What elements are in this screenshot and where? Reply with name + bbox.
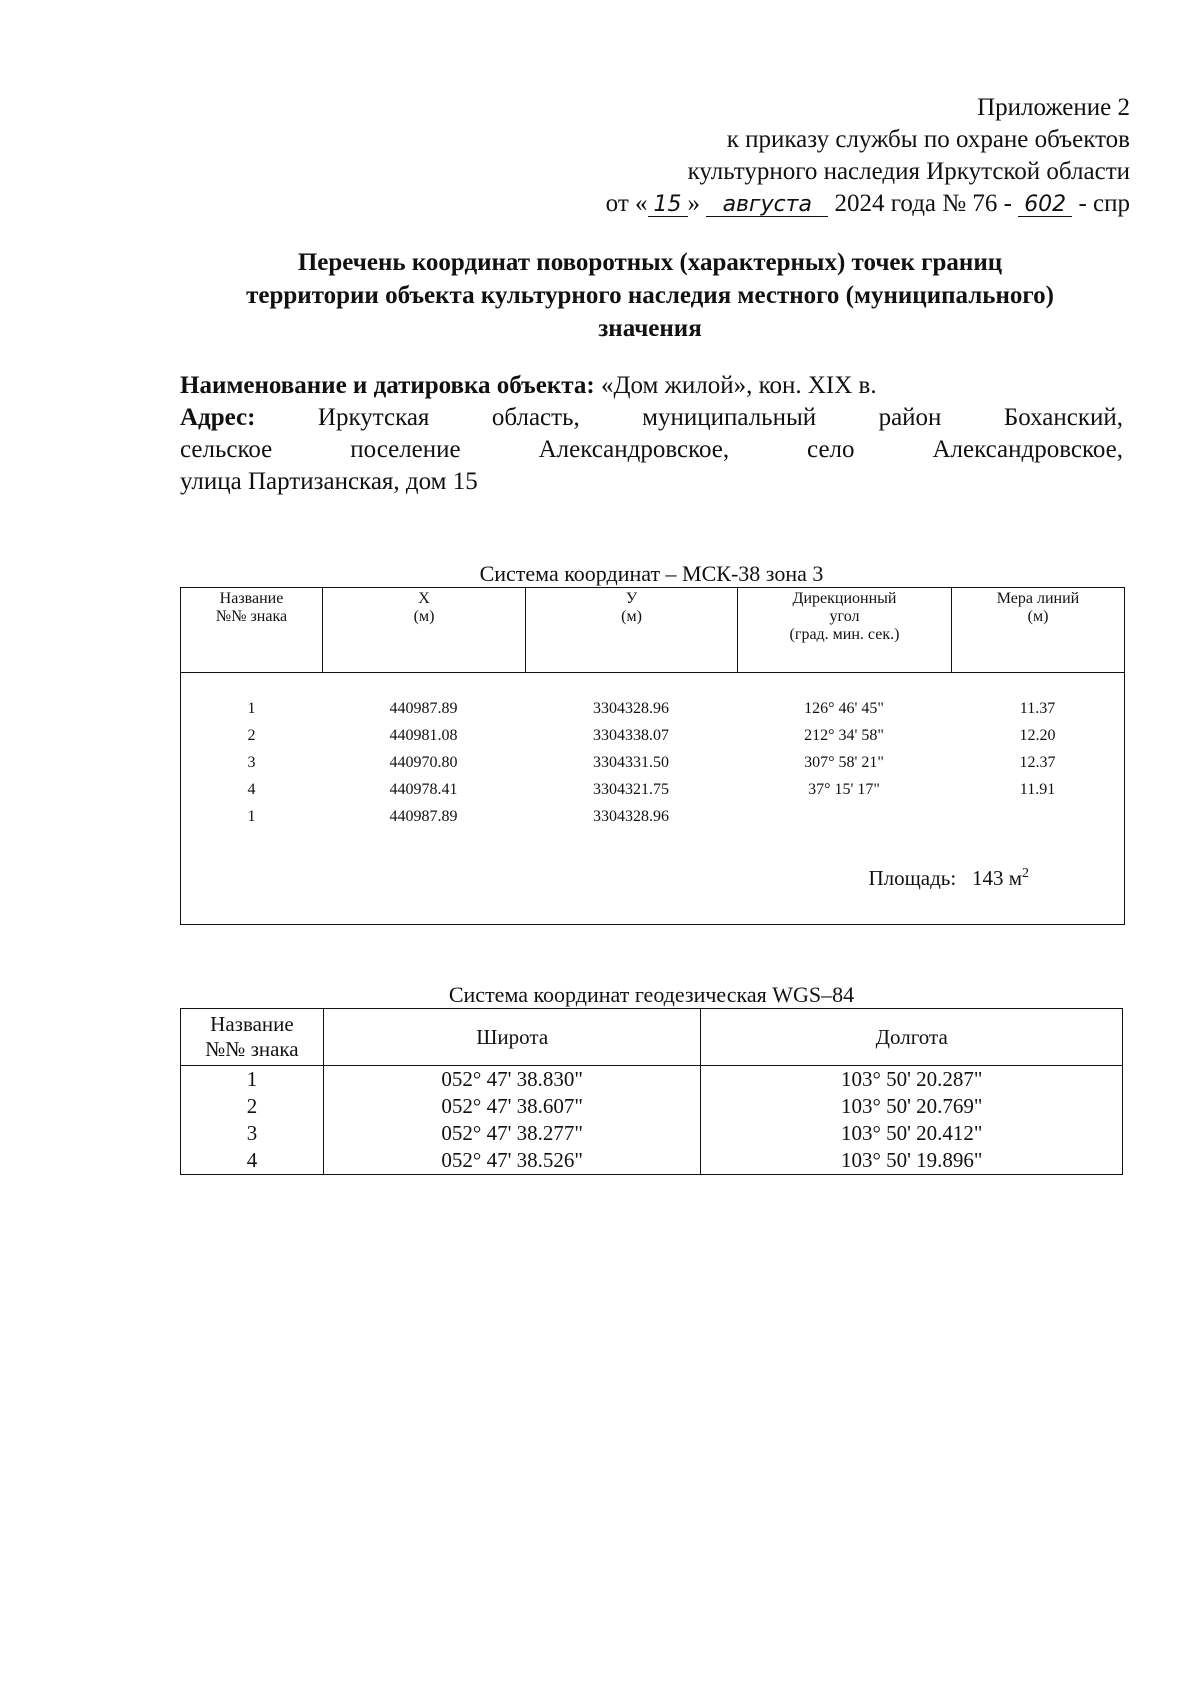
- wgs-table-header: [181, 1009, 1123, 1066]
- msk-cell-y: 3304331.50: [593, 754, 669, 771]
- msk-table-header: [181, 588, 1124, 673]
- table-row: [181, 1120, 1123, 1147]
- wgs-cell-lat: 052° 47' 38.607": [323, 1093, 701, 1120]
- appendix-title: Приложение 2: [977, 94, 1130, 121]
- msk-cell-angle: 126° 46' 45": [804, 700, 884, 717]
- table-row: [181, 700, 1124, 727]
- msk-header-y-line2: (м): [621, 608, 642, 625]
- appendix-date-line: [490, 188, 1130, 220]
- msk-cell-y: 3304321.75: [593, 781, 669, 798]
- table-row: [181, 808, 1124, 835]
- msk-cell-num: 1: [247, 808, 256, 825]
- area-summary: [868, 866, 1029, 891]
- object-name-value: «Дом жилой», кон. XIX в.: [600, 372, 877, 399]
- msk-header-y-line1: У: [625, 590, 638, 607]
- msk-table-body: [181, 700, 1124, 835]
- wgs-header-lat: Широта: [323, 1009, 701, 1066]
- date-prefix: от «: [605, 190, 648, 217]
- object-name-row: [180, 370, 1123, 402]
- msk-header-angle-line2: угол: [829, 608, 860, 625]
- wgs-cell-num: 1: [181, 1066, 324, 1094]
- object-info: [180, 370, 1123, 498]
- msk-cell-x: 440987.89: [389, 700, 458, 717]
- msk-header-length-line2: (м): [1027, 608, 1049, 625]
- wgs-header-name-line2: №№ знака: [205, 1037, 299, 1061]
- wgs-cell-lon: 103° 50' 20.769": [701, 1093, 1123, 1120]
- address-line-3: улица Партизанская, дом 15: [180, 468, 478, 495]
- msk-cell-num: 4: [247, 781, 256, 798]
- wgs-cell-num: 4: [181, 1147, 324, 1175]
- wgs-cell-lat: 052° 47' 38.526": [323, 1147, 701, 1175]
- msk-header-angle-line1: Дирекционный: [792, 590, 897, 607]
- msk-cell-length: 11.91: [1019, 781, 1056, 798]
- wgs-header-name: [181, 1009, 324, 1066]
- order-number-handwritten: 602: [1018, 194, 1072, 217]
- area-unit-exponent: 2: [1022, 866, 1029, 881]
- order-suffix: - спр: [1078, 190, 1130, 217]
- msk-cell-angle: 307° 58' 21": [804, 754, 884, 771]
- msk-cell-y: 3304328.96: [593, 808, 669, 825]
- address-row-1: [180, 402, 1123, 434]
- msk-cell-length: 12.37: [1019, 754, 1056, 771]
- msk-header-angle: [737, 588, 951, 672]
- msk-header-x-line2: (м): [413, 608, 435, 625]
- msk-coordinates-table: [180, 587, 1125, 925]
- msk-header-y: [525, 588, 737, 672]
- wgs-cell-lon: 103° 50' 20.412": [701, 1120, 1123, 1147]
- wgs-coordinates-table: [180, 1008, 1123, 1175]
- msk-header-x: [322, 588, 525, 672]
- appendix-header: [490, 92, 1130, 220]
- msk-cell-angle: 37° 15' 17": [808, 781, 880, 798]
- table-row: [181, 1093, 1123, 1120]
- msk-header-x-line1: X: [418, 590, 430, 607]
- msk-cell-x: 440978.41: [389, 781, 458, 798]
- msk-header-length-line1: Мера линий: [996, 590, 1080, 607]
- msk-cell-y: 3304328.96: [593, 700, 669, 717]
- table-row: [181, 727, 1124, 754]
- msk-table-caption: Система координат – МСК-38 зона 3: [479, 561, 824, 586]
- wgs-cell-lat: 052° 47' 38.277": [323, 1120, 701, 1147]
- table-row: [181, 781, 1124, 808]
- area-value: 143 м: [971, 866, 1022, 890]
- title-line-1: Перечень координат поворотных (характерных) точек границ: [297, 249, 1003, 276]
- date-mid: »: [687, 190, 701, 217]
- wgs-cell-num: 2: [181, 1093, 324, 1120]
- address-label: Адрес:: [180, 404, 256, 431]
- date-month-handwritten: августа: [706, 194, 828, 217]
- wgs-cell-lat: 052° 47' 38.830": [323, 1066, 701, 1094]
- msk-cell-x: 440981.08: [389, 727, 458, 744]
- msk-cell-y: 3304338.07: [593, 727, 669, 744]
- msk-cell-length: 11.37: [1019, 700, 1056, 717]
- title-line-3: значения: [598, 315, 702, 342]
- msk-cell-length: 12.20: [1019, 727, 1056, 744]
- wgs-table-caption: Система координат геодезическая WGS–84: [448, 982, 855, 1007]
- msk-cell-num: 3: [247, 754, 256, 771]
- object-name-label: Наименование и датировка объекта:: [180, 372, 595, 399]
- document-title: [180, 246, 1120, 345]
- title-line-2: территории объекта культурного наследия местного (муниципального): [246, 282, 1054, 309]
- msk-header-name-line1: Название: [219, 590, 284, 607]
- address-line-1: Иркутская область, муниципальный район Боханский,: [317, 404, 1124, 431]
- msk-cell-num: 2: [247, 727, 256, 744]
- msk-cell-x: 440987.89: [389, 808, 458, 825]
- wgs-cell-num: 3: [181, 1120, 324, 1147]
- msk-cell-angle: 212° 34' 58": [804, 727, 884, 744]
- appendix-authority: культурного наследия Иркутской области: [687, 158, 1130, 185]
- table-row: [181, 1147, 1123, 1175]
- wgs-cell-lon: 103° 50' 19.896": [701, 1147, 1123, 1175]
- msk-header-angle-line3: (град. мин. сек.): [789, 626, 900, 643]
- msk-cell-num: 1: [247, 700, 256, 717]
- msk-header-name-line2: №№ знака: [215, 608, 288, 625]
- date-year: 2024 года № 76 -: [834, 190, 1012, 217]
- msk-header-length: [951, 588, 1124, 672]
- msk-header-name: [181, 588, 322, 672]
- wgs-header-lon: Долгота: [701, 1009, 1123, 1066]
- table-row: [181, 1066, 1123, 1094]
- table-row: [181, 754, 1124, 781]
- date-day-handwritten: 15: [648, 194, 688, 217]
- address-line-2: сельское поселение Александровское, село Александровское,: [180, 436, 1123, 463]
- area-label: Площадь:: [868, 866, 957, 890]
- msk-cell-x: 440970.80: [389, 754, 458, 771]
- wgs-cell-lon: 103° 50' 20.287": [701, 1066, 1123, 1094]
- appendix-order-ref: к приказу службы по охране объектов: [726, 126, 1130, 153]
- wgs-header-name-line1: Название: [210, 1012, 294, 1036]
